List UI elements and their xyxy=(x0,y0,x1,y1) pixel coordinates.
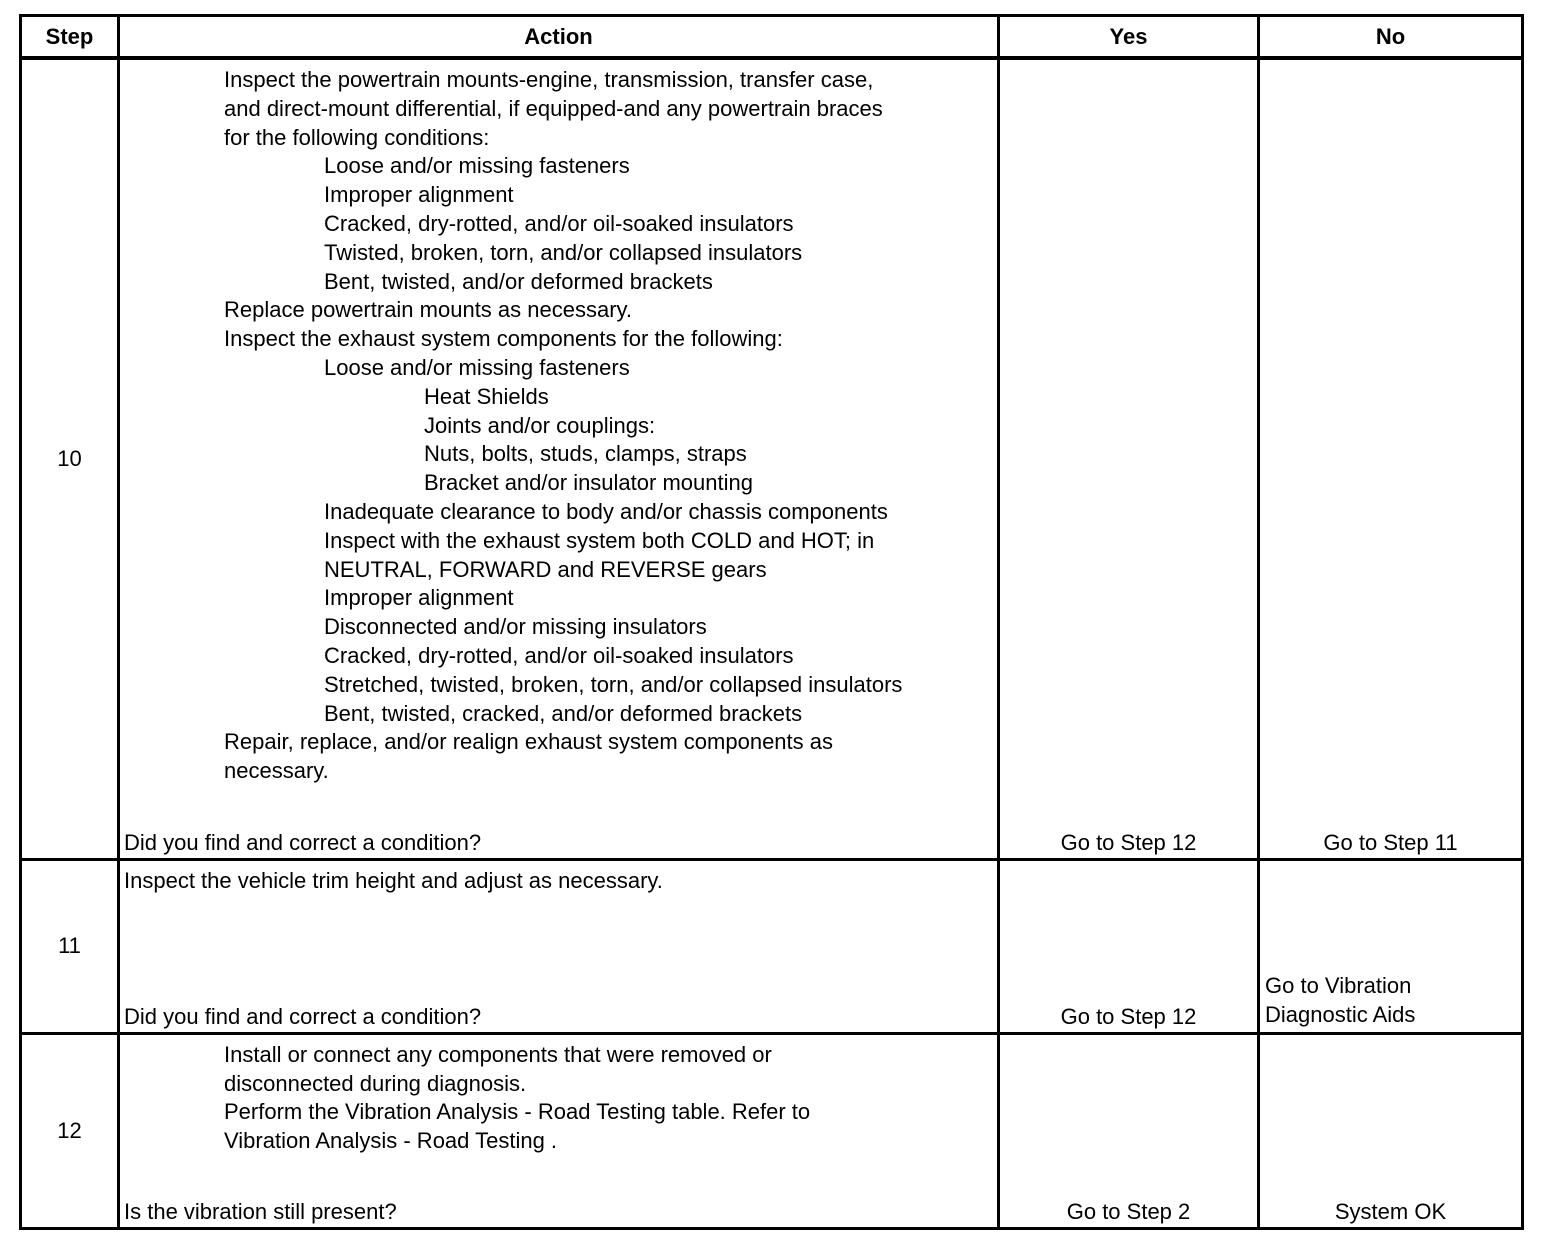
table-row-step-11 xyxy=(21,859,1523,1033)
step-number: 12 xyxy=(21,1033,119,1228)
action-line: Loose and/or missing fasteners xyxy=(324,354,630,380)
action-line: Joints and/or couplings: xyxy=(424,412,656,438)
no-result: System OK xyxy=(1334,1199,1447,1224)
action-line: Disconnected and/or missing insulators xyxy=(324,614,707,640)
action-line: disconnected during diagnosis. xyxy=(224,1070,527,1096)
step-number: 10 xyxy=(21,58,119,859)
no-result xyxy=(1265,972,1415,1030)
header-action: Action xyxy=(119,16,999,59)
action-cell xyxy=(119,1033,999,1228)
question-text: Did you find and correct a condition? xyxy=(124,1003,482,1029)
action-text: Inspect the vehicle trim height and adjust as necessary. xyxy=(124,867,663,893)
action-line: Cracked, dry-rotted, and/or oil-soaked insulators xyxy=(324,210,794,236)
yes-result: Go to Step 2 xyxy=(1066,1199,1191,1224)
action-line: Bent, twisted, cracked, and/or deformed brackets xyxy=(324,700,803,726)
action-line: Improper alignment xyxy=(324,182,514,208)
header-yes: Yes xyxy=(999,16,1259,59)
action-line: Nuts, bolts, studs, clamps, straps xyxy=(424,441,747,467)
action-line: Replace powertrain mounts as necessary. xyxy=(224,297,633,323)
yes-cell xyxy=(999,1033,1259,1228)
action-line: Heat Shields xyxy=(424,383,549,409)
no-result: Go to Step 11 xyxy=(1323,829,1458,855)
question-text: Did you find and correct a condition? xyxy=(124,829,482,855)
yes-result: Go to Step 12 xyxy=(1060,1003,1197,1029)
diagnostic-table xyxy=(19,14,1524,1230)
action-line: and direct-mount differential, if equipped-and any powertrain braces xyxy=(224,95,883,121)
action-line: Install or connect any components that were removed or xyxy=(224,1041,772,1067)
table-row-step-10 xyxy=(21,58,1523,859)
action-line: NEUTRAL, FORWARD and REVERSE gears xyxy=(324,556,767,582)
header-row xyxy=(21,16,1523,59)
yes-result: Go to Step 12 xyxy=(1060,829,1197,855)
no-cell xyxy=(1259,859,1523,1033)
no-result-line: Diagnostic Aids xyxy=(1265,1002,1416,1028)
action-line: Inspect the exhaust system components for the following: xyxy=(224,326,783,352)
no-result-line: Go to Vibration xyxy=(1265,973,1412,999)
no-cell xyxy=(1259,1033,1523,1228)
no-cell xyxy=(1259,58,1523,859)
step-number: 11 xyxy=(21,859,119,1033)
yes-cell xyxy=(999,58,1259,859)
action-cell xyxy=(119,859,999,1033)
action-line: Bent, twisted, and/or deformed brackets xyxy=(324,268,713,294)
action-line: Inspect the powertrain mounts-engine, transmission, transfer case, xyxy=(224,67,874,92)
action-line: Loose and/or missing fasteners xyxy=(324,153,630,179)
action-line: Bracket and/or insulator mounting xyxy=(424,470,753,496)
action-text xyxy=(120,1035,997,1156)
header-no: No xyxy=(1259,16,1523,59)
action-line: Twisted, broken, torn, and/or collapsed insulators xyxy=(324,239,803,265)
table-row-step-12 xyxy=(21,1033,1523,1228)
header-step: Step xyxy=(21,16,119,59)
action-line: Stretched, twisted, broken, torn, and/or collapsed insulators xyxy=(324,671,903,697)
action-text xyxy=(120,60,997,786)
action-cell xyxy=(119,58,999,859)
action-line: Inadequate clearance to body and/or chassis components xyxy=(324,498,888,524)
action-line: for the following conditions: xyxy=(224,124,490,150)
action-line: Vibration Analysis - Road Testing . xyxy=(224,1128,558,1154)
action-line: Perform the Vibration Analysis - Road Testing table. Refer to xyxy=(224,1099,811,1125)
action-line: Cracked, dry-rotted, and/or oil-soaked insulators xyxy=(324,642,794,668)
action-line: Repair, replace, and/or realign exhaust system components as xyxy=(224,729,833,755)
action-line: Inspect with the exhaust system both COLD and HOT; in xyxy=(324,527,875,553)
action-line: Improper alignment xyxy=(324,585,514,611)
question-text: Is the vibration still present? xyxy=(124,1199,397,1224)
action-line: necessary. xyxy=(224,758,329,784)
yes-cell xyxy=(999,859,1259,1033)
